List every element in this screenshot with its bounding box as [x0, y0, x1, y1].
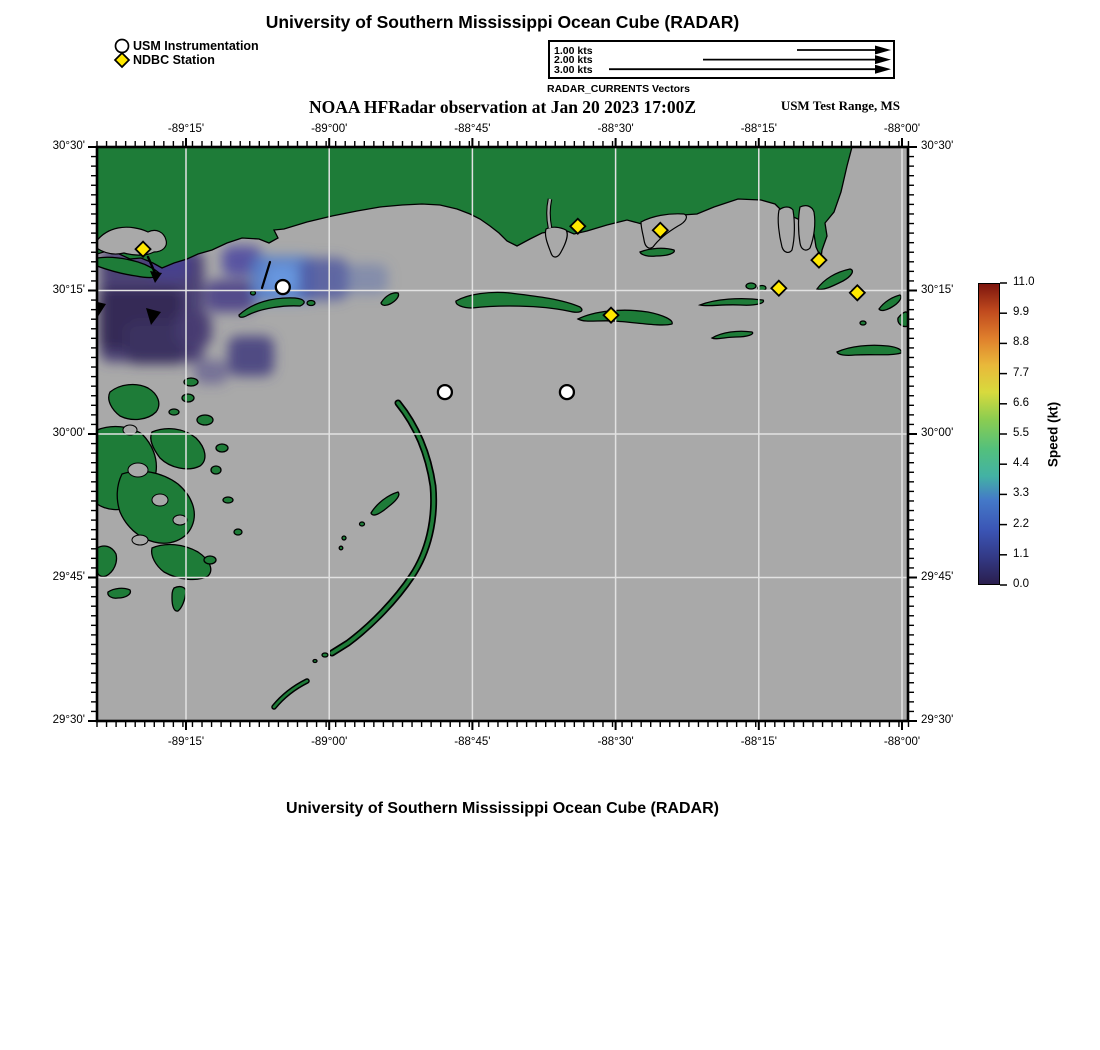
- island-dot: [360, 522, 365, 526]
- colorbar-tick-label: 3.3: [1013, 487, 1029, 500]
- footer-title: University of Southern Mississippi Ocean Cube (RADAR): [286, 800, 719, 817]
- island-small: [746, 283, 756, 289]
- legend-usm-label: USM Instrumentation: [133, 39, 259, 53]
- x-tick-label-bottom: -89°15': [167, 736, 205, 748]
- usm-instrumentation-marker: [560, 385, 574, 399]
- island-dot: [307, 301, 315, 306]
- observation-subtitle: NOAA HFRadar observation at Jan 20 2023 17:00Z: [308, 97, 697, 117]
- island-dot: [251, 291, 256, 295]
- colorbar-tick-label: 2.2: [1013, 517, 1029, 530]
- island-dot: [339, 546, 343, 550]
- island-dot: [342, 536, 346, 540]
- legend-symbols: [115, 40, 129, 68]
- y-tick-label-right: 30°30': [921, 140, 954, 152]
- colorbar-tick-label: 4.4: [1013, 457, 1029, 470]
- x-tick-label-bottom: -88°15': [740, 736, 777, 748]
- island-dot: [860, 321, 866, 325]
- y-tick-label-right: 29°30': [921, 714, 954, 726]
- colorbar-tick-label: 6.6: [1013, 396, 1029, 409]
- colorbar: [978, 283, 1000, 585]
- y-tick-label-left: 30°00': [52, 427, 85, 439]
- vector-scale-entry: 2.00 kts: [554, 54, 593, 67]
- island-dot: [313, 660, 317, 663]
- x-tick-label-bottom: -88°00': [883, 736, 921, 748]
- colorbar-title: Speed (kt): [1045, 401, 1061, 468]
- y-tick-label-left: 29°30': [52, 714, 85, 726]
- x-tick-label-bottom: -88°45': [454, 736, 491, 748]
- usm-instrumentation-marker: [438, 385, 452, 399]
- vector-scale-entry: 3.00 kts: [554, 63, 593, 76]
- x-tick-label-top: -89°00': [311, 123, 348, 135]
- page-title: University of Southern Mississippi Ocean Cube (RADAR): [265, 12, 740, 32]
- x-tick-label-bottom: -89°00': [311, 736, 348, 748]
- y-tick-label-left: 29°45': [52, 570, 85, 583]
- colorbar-tick-label: 5.5: [1013, 427, 1029, 439]
- x-tick-label-top: -88°45': [454, 123, 491, 135]
- vector-scale-caption: RADAR_CURRENTS Vectors: [547, 83, 690, 95]
- colorbar-tick-label: 11.0: [1013, 276, 1035, 288]
- island-dot: [322, 653, 328, 657]
- x-tick-label-top: -88°30': [597, 123, 634, 135]
- legend-ndbc-label: NDBC Station: [133, 53, 215, 67]
- y-tick-label-left: 30°30': [52, 140, 85, 152]
- y-tick-label-right: 29°45': [921, 570, 954, 583]
- colorbar-tick-label: 9.9: [1013, 306, 1029, 319]
- vector-scale-box: [548, 40, 895, 79]
- colorbar-tick-label: 8.8: [1013, 336, 1029, 349]
- x-tick-label-top: -89°15': [167, 123, 205, 135]
- usm-instrumentation-marker: [276, 280, 290, 294]
- vector-scale-entry: 1.00 kts: [554, 44, 593, 57]
- x-tick-label-top: -88°00': [883, 123, 921, 135]
- y-tick-label-left: 30°15': [52, 283, 85, 296]
- test-range-label: USM Test Range, MS: [780, 98, 900, 113]
- x-tick-label-bottom: -88°30': [597, 736, 634, 748]
- x-tick-label-top: -88°15': [740, 123, 777, 135]
- y-tick-label-right: 30°00': [921, 427, 954, 439]
- colorbar-tick-label: 7.7: [1013, 366, 1029, 379]
- ndbc-station-icon: [115, 53, 129, 67]
- y-tick-label-right: 30°15': [921, 283, 954, 296]
- colorbar-tick-label: 0.0: [1013, 578, 1029, 590]
- usm-instrumentation-icon: [116, 40, 129, 53]
- colorbar-tick-label: 1.1: [1013, 547, 1029, 560]
